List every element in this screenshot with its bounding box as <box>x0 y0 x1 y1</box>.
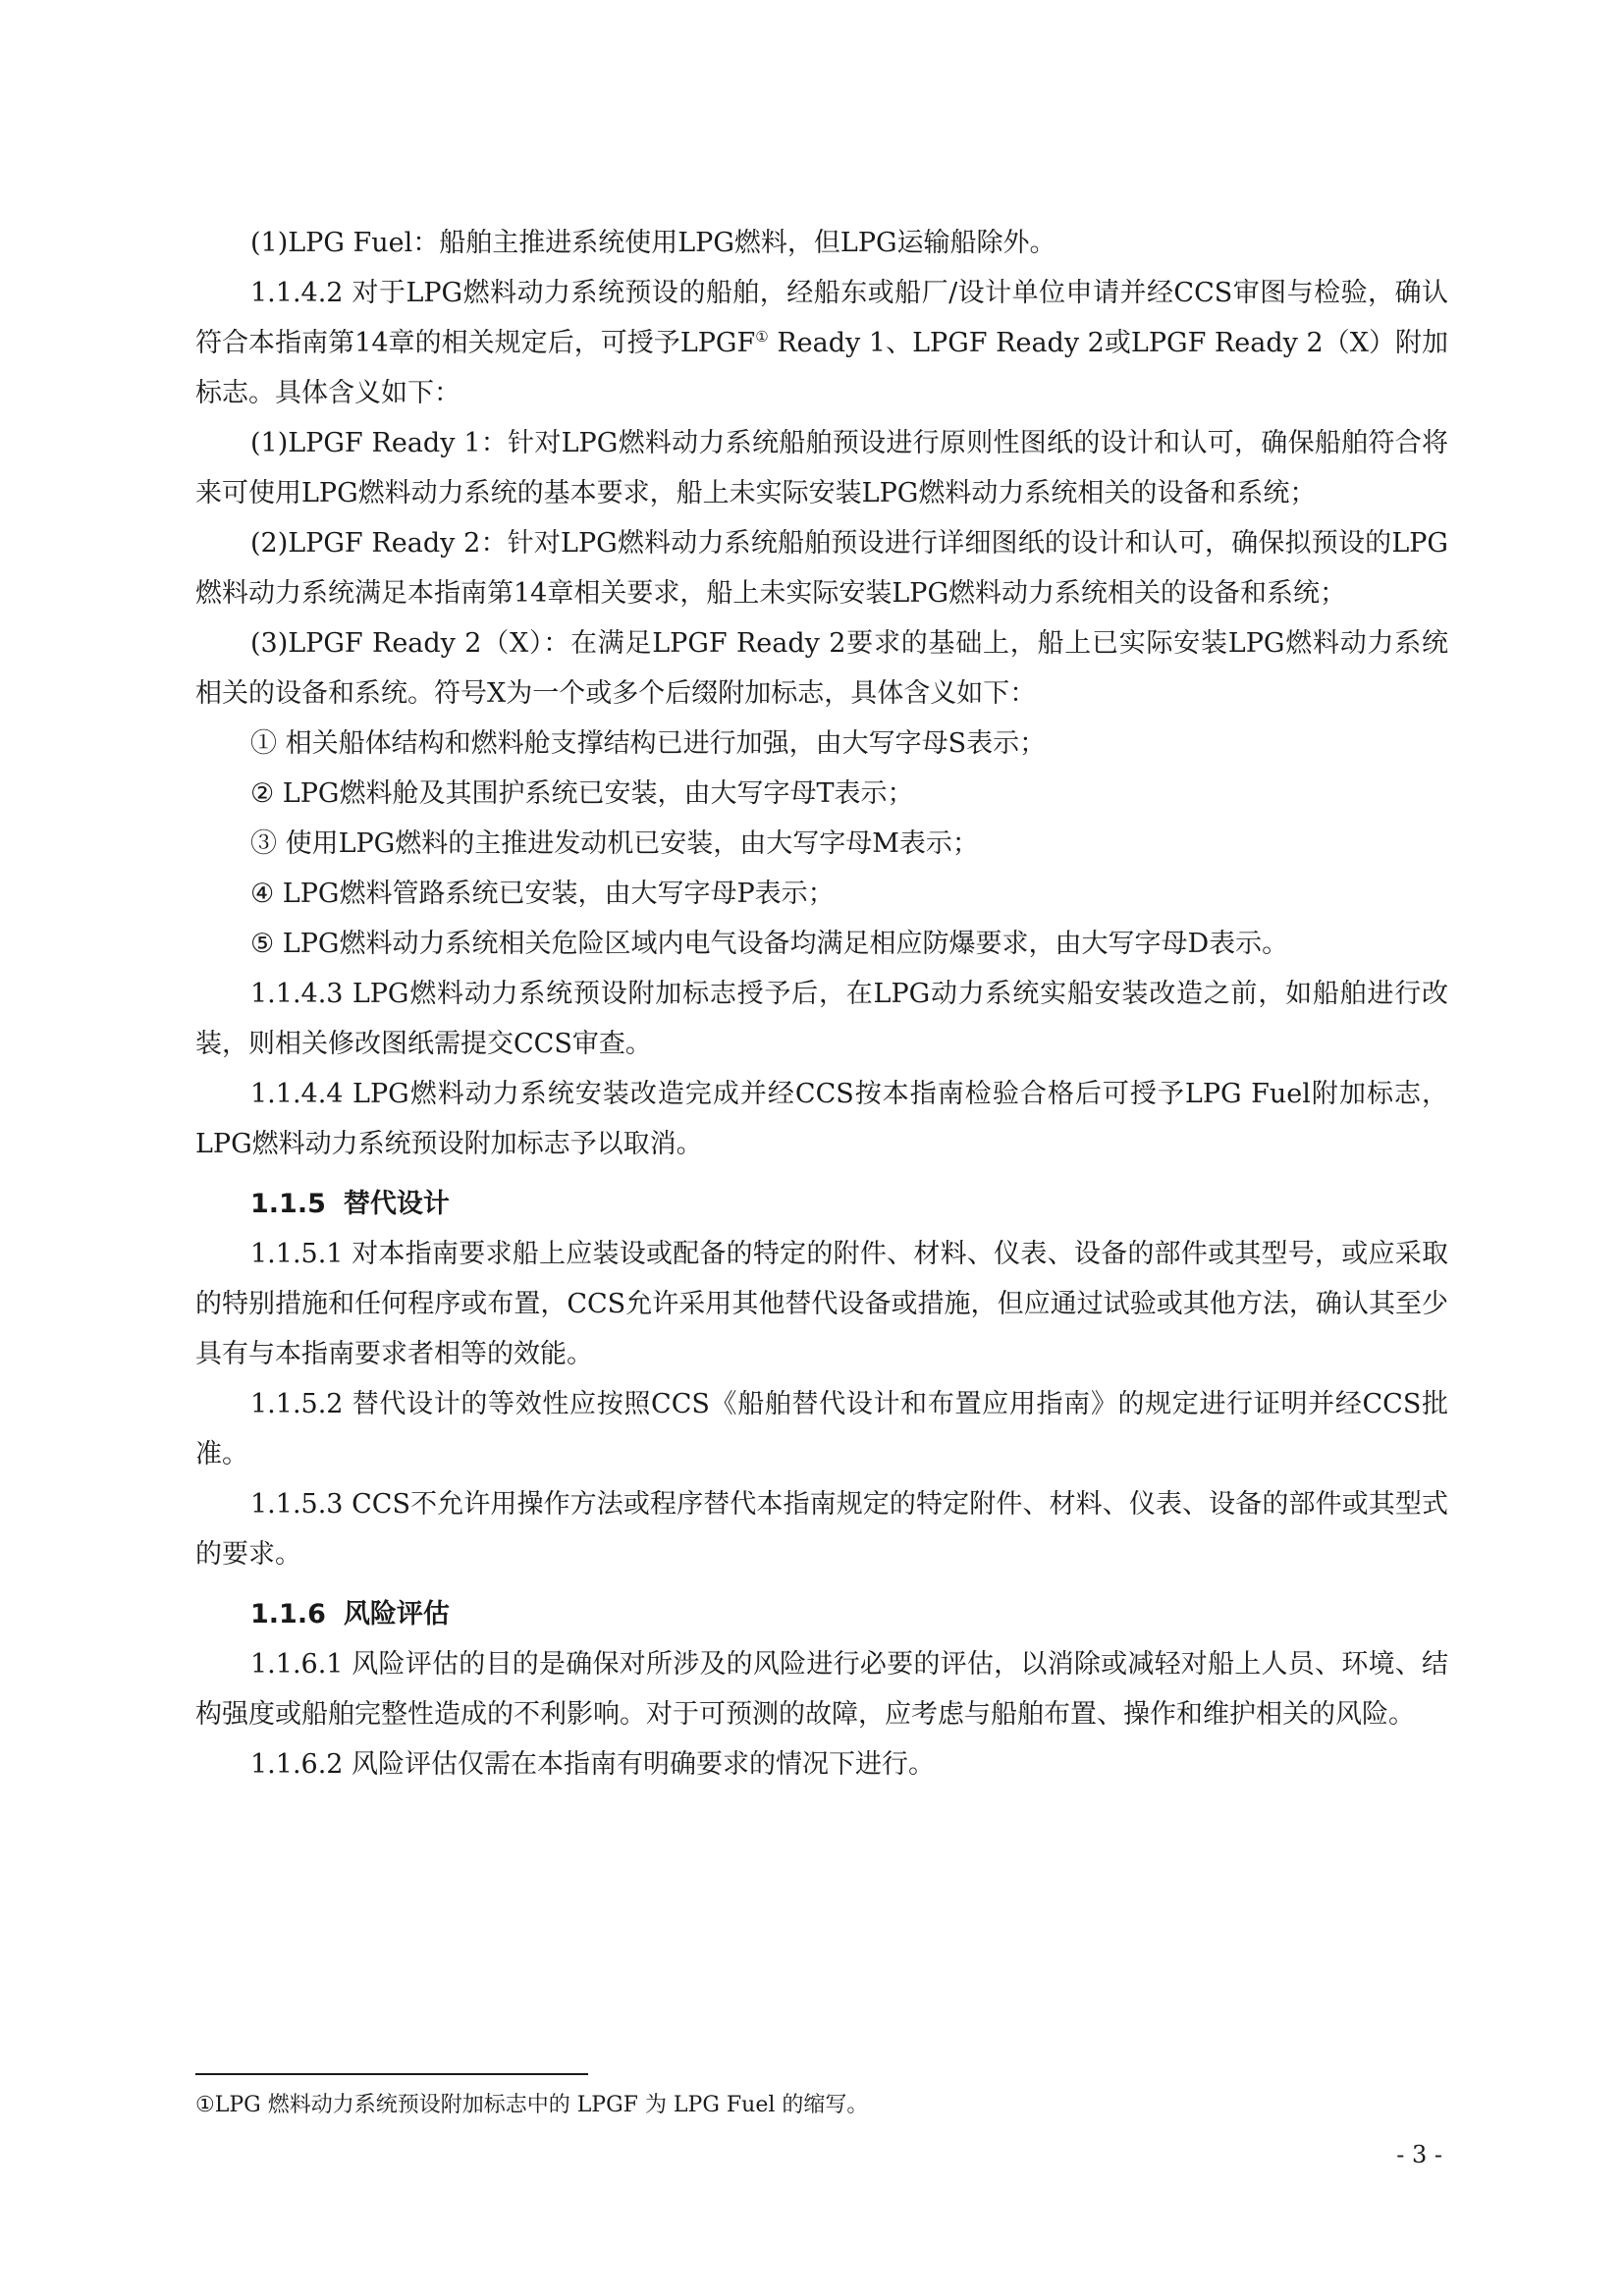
paragraph-1-1-4-2 <box>195 268 1448 418</box>
paragraph-lpgf-ready-2: (2)LPGF Ready 2：针对LPG燃料动力系统船舶预设进行详细图纸的设计和认可，确保拟预设的LPG燃料动力系统满足本指南第14章相关要求，船上未实际安装LPG燃料动力系统相关的设备和系统； <box>195 528 1448 609</box>
paragraph-1-1-6-1: 1.1.6.1 风险评估的目的是确保对所涉及的风险进行必要的评估，以消除或减轻对船上人员、环境、结构强度或船舶完整性造成的不利影响。对于可预测的故障，应考虑与船舶布置、操作和维护相关的风险。 <box>195 1649 1448 1730</box>
section-title: 替代设计 <box>343 1189 450 1219</box>
paragraph-text: 1.1.4.2 对于LPG燃料动力系统预设的船舶，经船东或船厂/设计单位申请并经CCS审图与检验，确认符合本指南第14章的相关规定后，可授予LPGF <box>195 278 1448 358</box>
section-number: 1.1.5 <box>250 1189 326 1219</box>
body-text <box>195 218 1448 1789</box>
paragraph-1-1-5-2: 1.1.5.2 替代设计的等效性应按照CCS《船舶替代设计和布置应用指南》的规定进行证明并经CCS批准。 <box>195 1389 1448 1469</box>
list-item: ⑤ LPG燃料动力系统相关危险区域内电气设备均满足相应防爆要求，由大写字母D表示。 <box>250 929 1289 959</box>
section-title: 风险评估 <box>343 1599 450 1629</box>
paragraph-1-1-4-3: 1.1.4.3 LPG燃料动力系统预设附加标志授予后，在LPG动力系统实船安装改造之前，如船舶进行改装，则相关修改图纸需提交CCS审查。 <box>195 979 1448 1059</box>
paragraph-1-1-5-3: 1.1.5.3 CCS不允许用操作方法或程序替代本指南规定的特定附件、材料、仪表、设备的部件或其型式的要求。 <box>195 1489 1448 1570</box>
paragraph-lpgf-ready-1: (1)LPGF Ready 1：针对LPG燃料动力系统船舶预设进行原则性图纸的设计和认可，确保船舶符合将来可使用LPG燃料动力系统的基本要求，船上未实际安装LPG燃料动力系统相关的设备和系统； <box>195 428 1448 508</box>
paragraph-1-1-4-4: 1.1.4.4 LPG燃料动力系统安装改造完成并经CCS按本指南检验合格后可授予LPG Fuel附加标志，LPG燃料动力系统预设附加标志予以取消。 <box>195 1079 1448 1159</box>
list-item: ③ 使用LPG燃料的主推进发动机已安装，由大写字母M表示； <box>250 828 979 859</box>
paragraph-1-1-5-1: 1.1.5.1 对本指南要求船上应装设或配备的特定的附件、材料、仪表、设备的部件或其型号，或应采取的特别措施和任何程序或布置，CCS允许采用其他替代设备或措施，但应通过试验或其他方法，确认其至少具有与本指南要求者相等的效能。 <box>195 1239 1448 1369</box>
section-heading-1-1-5 <box>195 1179 1448 1229</box>
paragraph-1-1-6-2: 1.1.6.2 风险评估仅需在本指南有明确要求的情况下进行。 <box>250 1749 936 1780</box>
footnote: ①LPG 燃料动力系统预设附加标志中的 LPGF 为 LPG Fuel 的缩写。 <box>195 2093 869 2117</box>
paragraph-text: Ready 1、LPGF Ready 2或LPGF Ready 2（X）附加标志。具体含义如下： <box>195 328 1448 408</box>
footnote-marker: ① <box>755 328 769 346</box>
page-number: - 3 - <box>1396 2141 1442 2168</box>
section-number: 1.1.6 <box>250 1599 326 1629</box>
list-item: ④ LPG燃料管路系统已安装，由大写字母P表示； <box>250 879 835 909</box>
footnote-divider <box>195 2073 588 2075</box>
list-item: ② LPG燃料舱及其围护系统已安装，由大写字母T表示； <box>250 778 914 809</box>
list-item: ① 相关船体结构和燃料舱支撑结构已进行加强，由大写字母S表示； <box>250 728 1047 759</box>
paragraph-lpgf-ready-2x: (3)LPGF Ready 2（X）：在满足LPGF Ready 2要求的基础上，船上已实际安装LPG燃料动力系统相关的设备和系统。符号X为一个或多个后缀附加标志，具体含义如下： <box>195 628 1448 709</box>
section-heading-1-1-6 <box>195 1589 1448 1639</box>
paragraph-lpg-fuel: (1)LPG Fuel：船舶主推进系统使用LPG燃料，但LPG运输船除外。 <box>250 228 1056 258</box>
